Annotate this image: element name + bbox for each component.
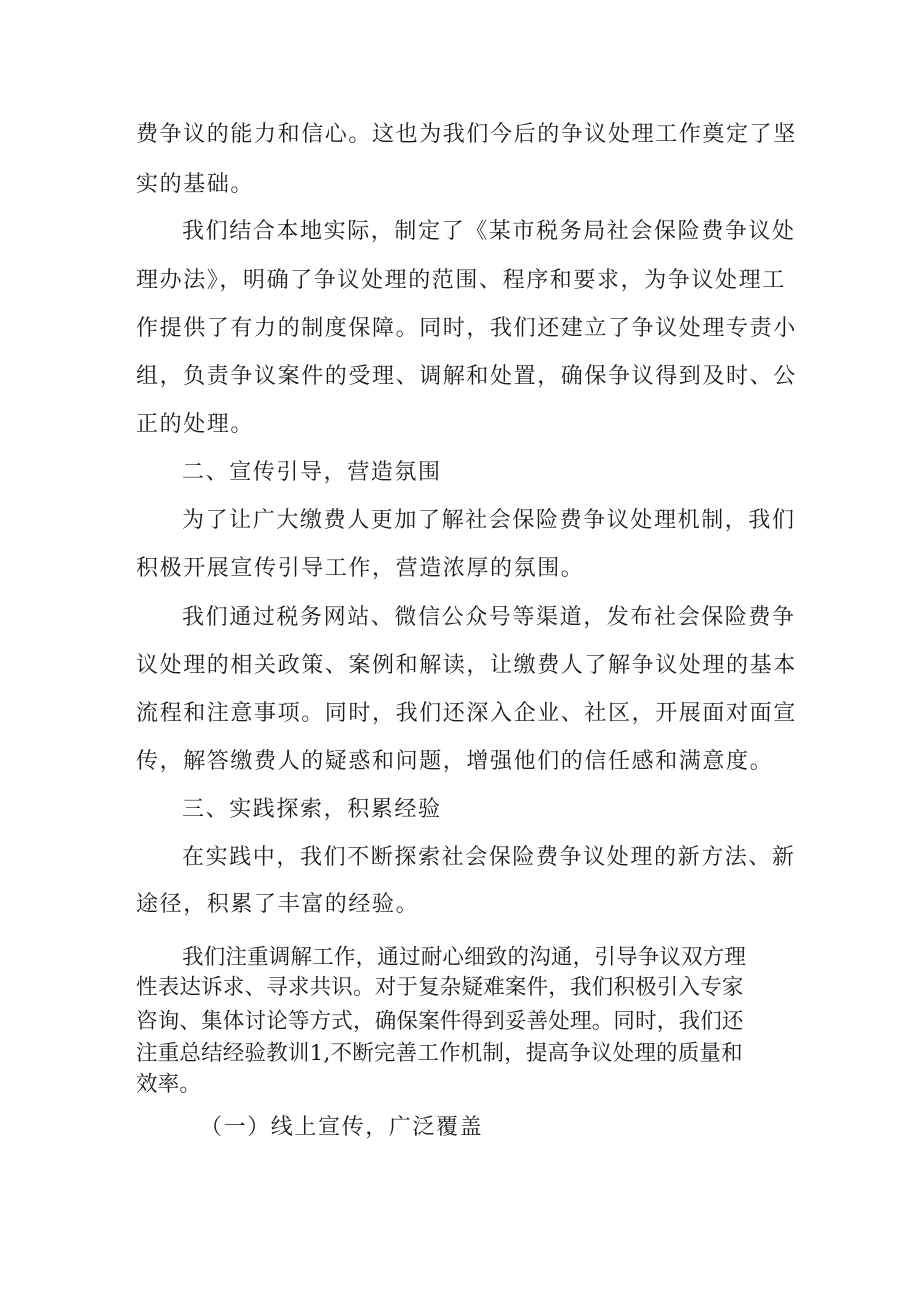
text-line-12: 议处理的相关政策、案例和解读，让缴费人了解争议处理的基本 [136,653,797,678]
text-line-7: 正的处理。 [136,412,255,437]
text-line-4: 理办法》，明确了争议处理的范围、程序和要求，为争议处理工 [136,268,786,293]
text-line-22: 效率。 [136,1072,202,1097]
paragraph-start-line: 我们注重调解工作，通过耐心细致的沟通，引导争议双方理 [182,945,747,970]
paragraph-start-line: 我们结合本地实际，制定了《某市税务局社会保险费争议处 [182,219,796,244]
text-line-5: 作提供了有力的制度保障。同时，我们还建立了争议处理专责小 [136,316,797,341]
section-heading-3: 三、实践探索，积累经验 [182,797,442,822]
text-line-19: 性表达诉求、寻求共识。对于复杂疑难案件，我们积极引入专家 [136,975,744,1000]
text-line-1: 费争议的能力和信心。这也为我们今后的争议处理工作奠定了坚 [136,122,797,147]
text-line-10: 积极开展宣传引导工作，营造浓厚的氛围。 [136,556,585,581]
text-line-6: 组，负责争议案件的受理、调解和处置，确保争议得到及时、公 [136,364,797,389]
section-heading-2: 二、宣传引导，营造氛围 [182,460,442,485]
paragraph-start-line: 我们通过税务网站、微信公众号等渠道，发布社会保险费争 [182,605,796,630]
subsection-heading-1: （一）线上宣传，广泛覆盖 [200,1115,484,1140]
text-line-20: 咨询、集体讨论等方式，确保案件得到妥善处理。同时，我们还 [136,1009,744,1034]
text-line-21: 注重总结经验教训1,不断完善工作机制，提高争议处理的质量和 [136,1041,743,1066]
text-line-2: 实的基础。 [136,172,255,197]
text-line-14: 传，解答缴费人的疑惑和问题，增强他们的信任感和满意度。 [136,749,774,774]
text-line-13: 流程和注意事项。同时，我们还深入企业、社区，开展面对面宣 [136,701,797,726]
paragraph-start-line: 在实践中，我们不断探索社会保险费争议处理的新方法、新 [182,845,796,870]
paragraph-start-line: 为了让广大缴费人更加了解社会保险费争议处理机制，我们 [182,508,796,533]
text-line-17: 途径，积累了丰富的经验。 [136,892,420,917]
